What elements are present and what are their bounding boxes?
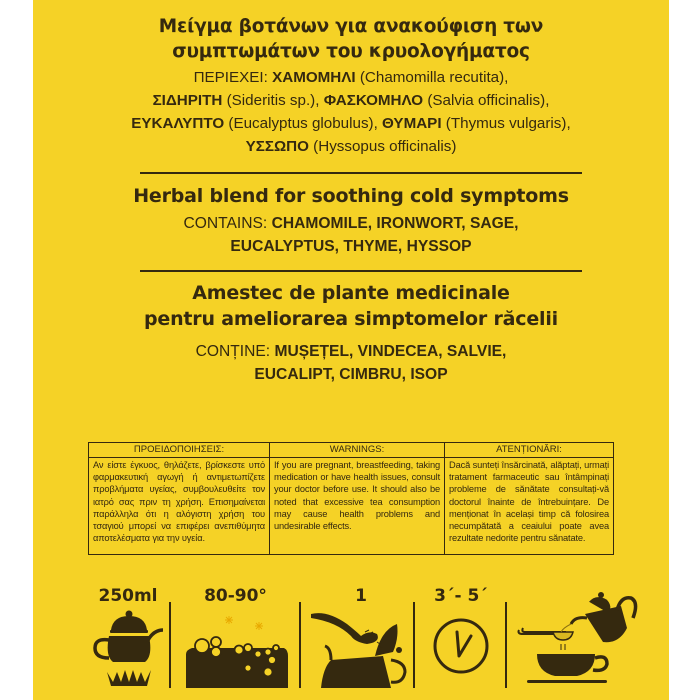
preparation-steps	[33, 582, 669, 694]
warning-text-greek: Αν είστε έγκυος, θηλάζετε, βρίσκεστε υπό φαρμακευτική αγωγή ή αντιμετωπίζετε προβλήματα υγείας, συμβουλευθείτε τον ιατρό σας πριν τη χρήση. Επισημαίνεται παράλληλα ότι η αλόγιστη χρήση του τσαγιού μπορεί να επιφέρει ανεπιθύμητα αποτελέσματα για την υγεία.	[89, 458, 270, 554]
romanian-ingredients-line-1	[33, 340, 669, 363]
english-ingredients	[33, 212, 669, 258]
teapot-on-flame-icon	[87, 608, 171, 692]
greek-ingredients-line-1	[33, 66, 669, 89]
romanian-herbs-2: EUCALIPT, CIMBRU, ISOP	[254, 366, 448, 383]
herb-name: ΦΑΣΚΟΜΗΛΟ	[323, 92, 424, 109]
herb-latin: (Chamomilla recutita),	[359, 69, 509, 86]
herb-latin: (Thymus vulgaris),	[445, 115, 571, 132]
warning-heading-english: WARNINGS:	[270, 443, 445, 458]
step-label: 3´- 5´	[434, 586, 488, 606]
tea-box-back-panel	[33, 0, 669, 700]
step-separator	[169, 602, 171, 688]
step-water-volume	[83, 582, 173, 694]
english-herbs-1: CHAMOMILE, IRONWORT, SAGE,	[271, 215, 519, 232]
step-separator	[413, 602, 415, 688]
greek-ingredients-line-2	[33, 89, 669, 112]
step-steep-time	[417, 582, 505, 694]
spoon-into-teapot-icon	[307, 608, 415, 692]
herb-name: ΘΥΜΑΡΙ	[382, 115, 442, 132]
section-divider	[140, 172, 582, 174]
english-herbs-2: EUCALYPTUS, THYME, HYSSOP	[230, 238, 472, 255]
greek-title-line-2: συμπτωμάτων του κρυολογήματος	[172, 41, 530, 62]
herb-latin: (Hyssopus officinalis)	[313, 138, 457, 155]
warnings-table	[88, 442, 614, 555]
greek-contains-label: ΠΕΡΙΕΧΕΙ:	[193, 69, 268, 86]
english-title: Herbal blend for soothing cold symptoms	[133, 185, 569, 207]
romanian-herbs-1: MUȘEȚEL, VINDECEA, SALVIE,	[274, 343, 507, 360]
herb-latin: (Sideritis sp.),	[226, 92, 320, 109]
step-label: 80-90°	[204, 586, 267, 606]
step-separator	[299, 602, 301, 688]
herb-name: ΕΥΚΑΛΥΠΤΟ	[131, 115, 225, 132]
warning-text-romanian: Dacă sunteți însărcinată, alăptați, urmați tratament farmaceutic sau întâmpinați probleme de sănătate consultați-vă doctorul înainte de întrebuințare. De menționat în același timp că folosirea necumpătată a ceaiului poate avea rezultate nedorite pentru sănatate.	[449, 460, 609, 544]
herb-name: ΥΣΣΩΠΟ	[245, 138, 309, 155]
romanian-title-line-1: Amestec de plante medicinale	[192, 282, 510, 304]
step-serve	[511, 582, 641, 694]
romanian-ingredients	[33, 340, 669, 386]
romanian-title-line-2: pentru ameliorarea simptomelor răcelii	[144, 308, 558, 330]
greek-ingredients-line-4	[33, 135, 669, 158]
english-contains-label: CONTAINS:	[183, 215, 268, 232]
step-separator	[505, 602, 507, 688]
romanian-title	[33, 280, 669, 332]
warning-heading-romanian: ATENȚIONĂRI:	[445, 443, 613, 458]
step-water-temperature	[178, 582, 293, 694]
step-label: 250ml	[98, 586, 158, 606]
herb-name: ΧΑΜΟΜΗΛΙ	[272, 69, 356, 86]
warning-text-english: If you are pregnant, breastfeeding, taking medication or have health issues, consult your doctor before use. It should also be noted that excessive tea consumption may cause health problems and undesirable effects.	[270, 458, 445, 554]
greek-ingredients	[33, 66, 669, 158]
warning-heading-greek: ΠΡΟΕΙΔΟΠΟΙΗΣΕΙΣ:	[89, 443, 270, 458]
section-divider	[140, 270, 582, 272]
step-label: 1	[355, 586, 367, 606]
romanian-contains-label: CONȚINE:	[195, 343, 271, 360]
herb-latin: (Salvia officinalis),	[427, 92, 550, 109]
pour-through-strainer-cup-icon	[513, 588, 641, 688]
herb-latin: (Eucalyptus globulus),	[228, 115, 378, 132]
clock-icon	[431, 616, 491, 676]
herb-name: ΣΙΔΗΡΙΤΗ	[152, 92, 223, 109]
hot-water-bubbles-icon	[184, 612, 289, 688]
step-tea-amount	[305, 582, 417, 694]
english-ingredients-line-1	[33, 212, 669, 235]
greek-ingredients-line-3	[33, 112, 669, 135]
greek-title	[33, 14, 669, 64]
greek-title-line-1: Μείγμα βοτάνων για ανακούφιση των	[158, 16, 544, 37]
